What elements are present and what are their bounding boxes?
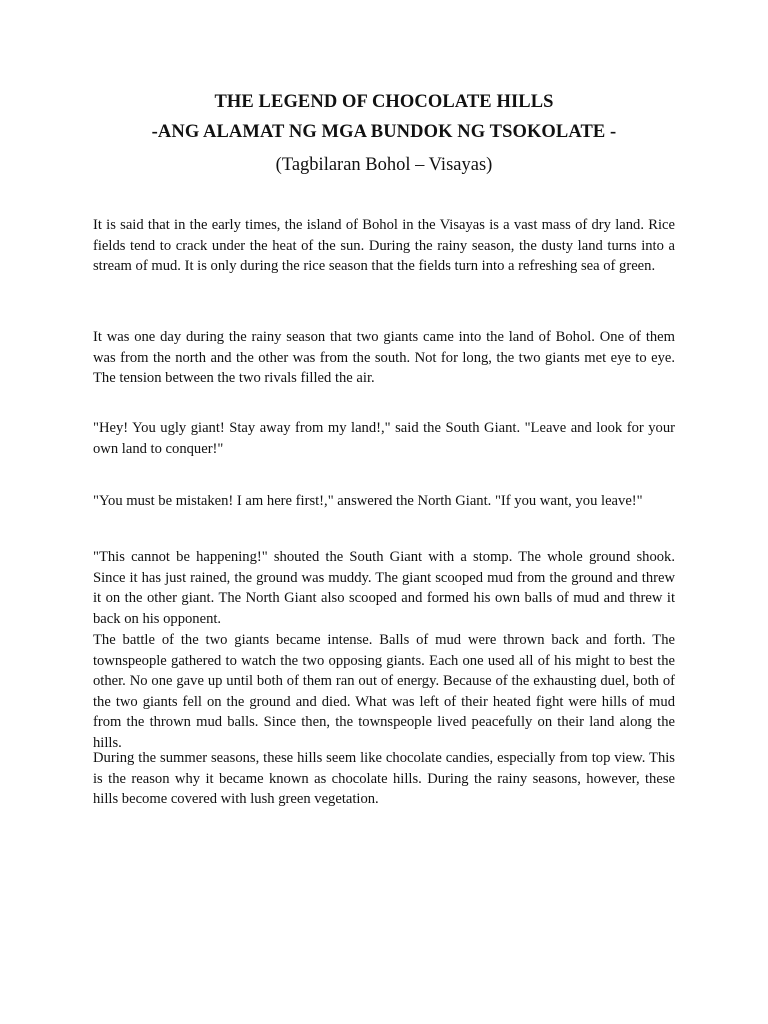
document-title-filipino: -ANG ALAMAT NG MGA BUNDOK NG TSOKOLATE -: [151, 122, 617, 142]
paragraph: "You must be mistaken! I am here first!," answered the North Giant. "If you want, you leave!": [93, 493, 643, 509]
paragraph: It was one day during the rainy season that two giants came into the land of Bohol. One of them was from the north and the other was from the south. Not for long, the two giants met eye to eye. The tension between the two rivals filled the air.: [93, 329, 675, 386]
document-title: THE LEGEND OF CHOCOLATE HILLS: [214, 92, 554, 112]
title-block: [0, 87, 768, 180]
paragraph: The battle of the two giants became intense. Balls of mud were thrown back and forth. The townspeople gathered to watch the two opposing giants. Each one used all of his might to best the other. No one gave up until both of them ran out of energy. Because of the exhausting duel, both of the two giants fell on the ground and died. What was left of their heated fight were hills of mud from the thrown mud balls. Since then, the townspeople lived peacefully on their land along the hills.: [93, 632, 675, 751]
paragraph: During the summer seasons, these hills seem like chocolate candies, especially from top view. This is the reason why it became known as chocolate hills. During the rainy seasons, however, these hills become covered with lush green vegetation.: [93, 750, 675, 807]
paragraph: "Hey! You ugly giant! Stay away from my land!," said the South Giant. "Leave and look for your own land to conquer!": [93, 420, 675, 457]
paragraph: It is said that in the early times, the island of Bohol in the Visayas is a vast mass of dry land. Rice fields tend to crack under the heat of the sun. During the rainy season, the dusty land turns into a stream of mud. It is only during the rice season that the fields turn into a refreshing sea of green.: [93, 217, 675, 274]
document-origin: (Tagbilaran Bohol – Visayas): [275, 155, 493, 175]
paragraph: "This cannot be happening!" shouted the South Giant with a stomp. The whole ground shook. Since it has just rained, the ground was muddy. The giant scooped mud from the ground and threw it on the other giant. The North Giant also scooped and formed his own balls of mud and threw it back on his opponent.: [93, 549, 675, 627]
